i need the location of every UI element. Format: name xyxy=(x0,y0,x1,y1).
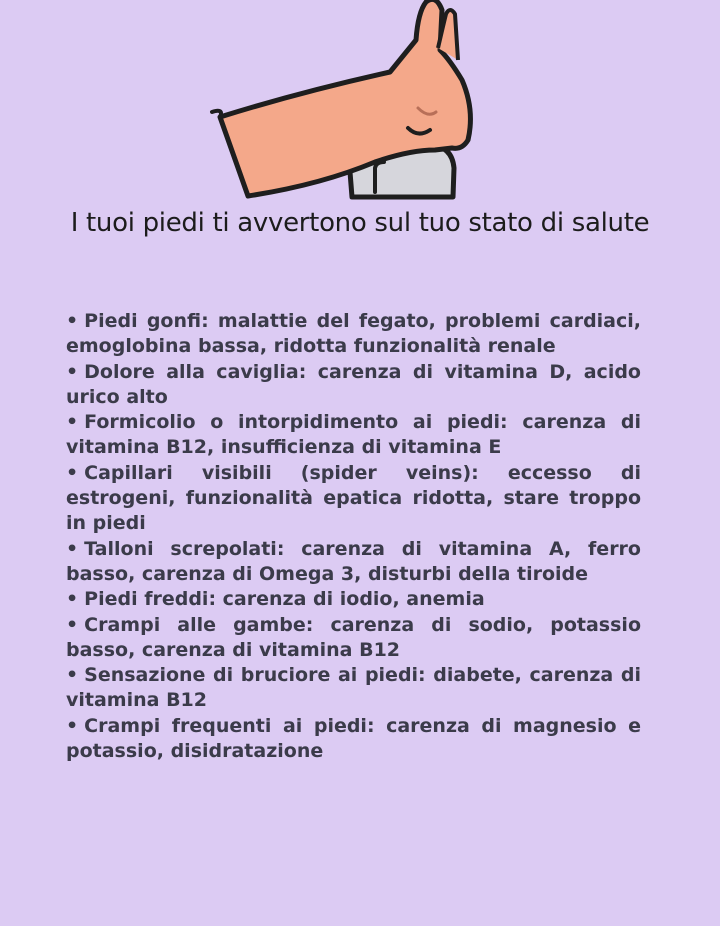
list-item-text: Dolore alla caviglia: carenza di vitamina D, acido urico alto xyxy=(66,360,641,408)
list-item-text: Piedi freddi: carenza di iodio, anemia xyxy=(84,588,485,611)
symptom-list xyxy=(66,309,641,764)
list-item-text: Formicolio o intorpidimento ai piedi: carenza di vitamina B12, insufficienza di vitamina E xyxy=(66,411,641,459)
list-item-text: Crampi frequenti ai piedi: carenza di magnesio e potassio, disidratazione xyxy=(66,714,641,763)
list-item xyxy=(66,461,641,537)
list-item-text: Talloni screpolati: carenza di vitamina A, ferro basso, carenza di Omega 3, disturbi della tiroide xyxy=(66,537,641,585)
bullet-icon: • xyxy=(66,411,79,434)
foot-on-cushion-icon xyxy=(200,0,490,200)
list-item-text: Capillari visibili (spider veins): eccesso di estrogeni, funzionalità epatica ridotta, stare troppo in piedi xyxy=(66,461,641,535)
bullet-icon: • xyxy=(66,664,79,687)
bullet-icon: • xyxy=(66,613,79,636)
list-item-text: Piedi gonfi: malattie del fegato, problemi cardiaci, emoglobina bassa, ridotta funzionalità renale xyxy=(66,310,641,358)
list-item xyxy=(66,537,641,588)
list-item xyxy=(66,410,641,461)
list-item xyxy=(66,613,641,664)
list-item xyxy=(66,360,641,411)
list-item xyxy=(66,714,641,765)
page-title: I tuoi piedi ti avvertono sul tuo stato di salute xyxy=(70,208,650,238)
list-item-text: Sensazione di bruciore ai piedi: diabete, carenza di vitamina B12 xyxy=(66,664,641,712)
list-item xyxy=(66,309,641,360)
bullet-icon: • xyxy=(66,461,79,484)
bullet-icon: • xyxy=(66,588,79,611)
list-item xyxy=(66,587,641,612)
list-item-text: Crampi alle gambe: carenza di sodio, potassio basso, carenza di vitamina B12 xyxy=(66,613,641,661)
bullet-icon: • xyxy=(66,714,79,737)
list-item xyxy=(66,663,641,714)
bullet-icon: • xyxy=(66,360,79,383)
bullet-icon: • xyxy=(66,537,79,560)
bullet-icon: • xyxy=(66,310,79,332)
